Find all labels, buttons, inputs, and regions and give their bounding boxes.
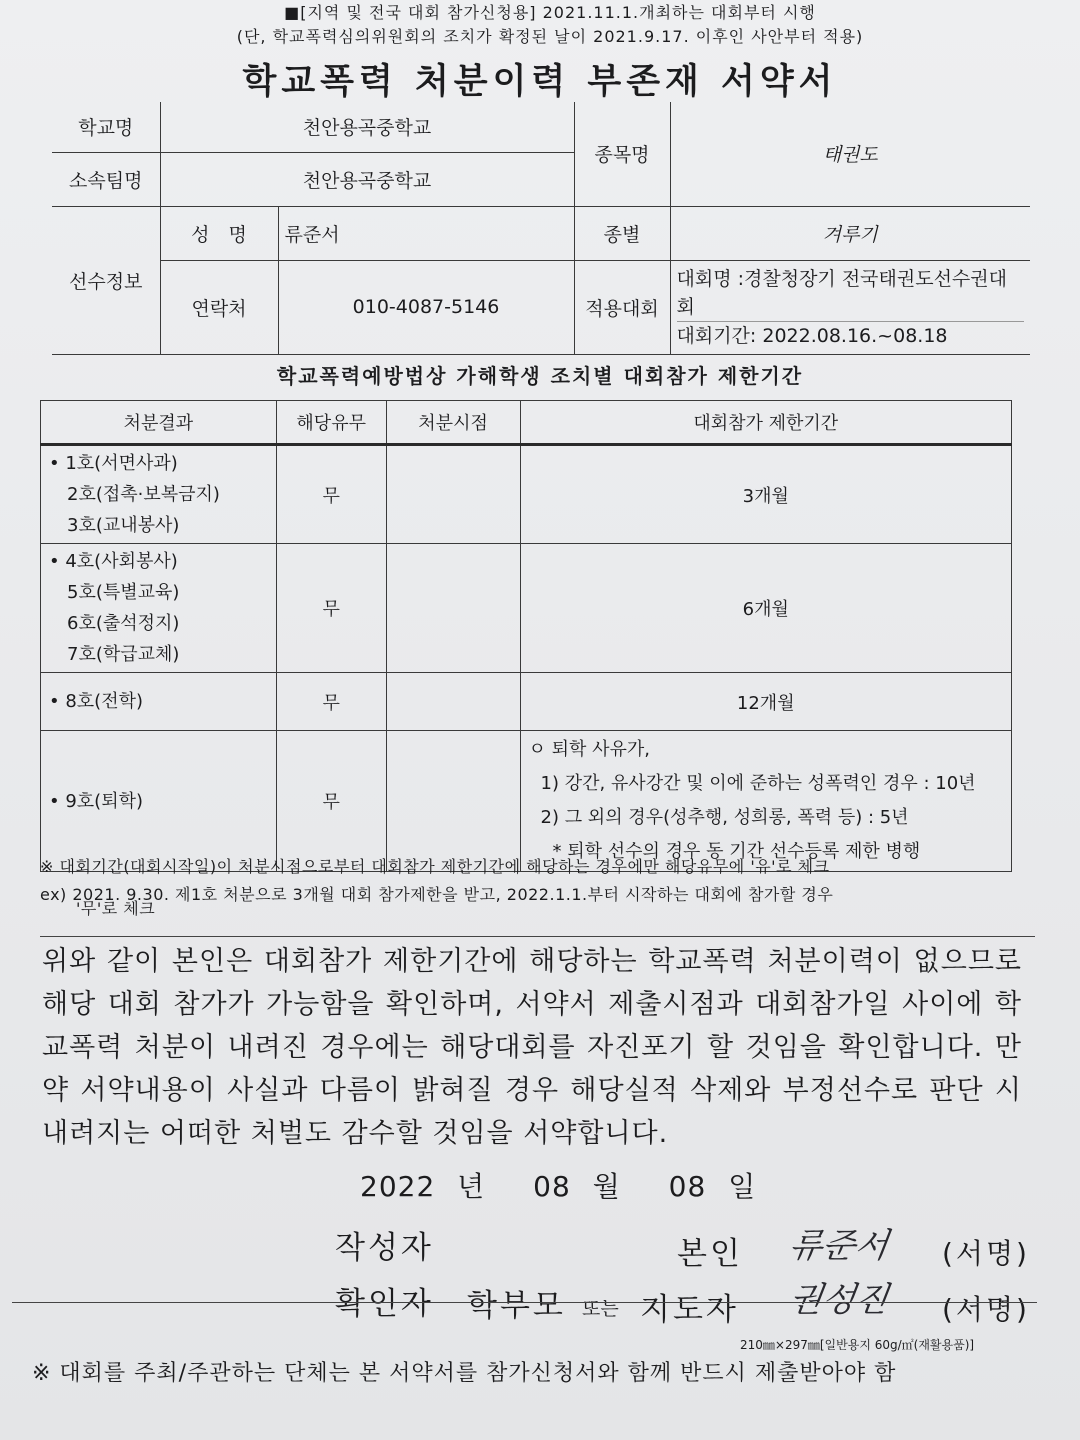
table-row-applicable: 무 xyxy=(276,445,386,544)
divider xyxy=(40,936,1035,937)
author-label: 작성자 xyxy=(335,1230,434,1266)
date-year-unit: 년 xyxy=(457,1170,486,1203)
event-value: 겨루기 xyxy=(670,206,1030,260)
competition-period: 대회기간: 2022.08.16.~08.18 xyxy=(677,321,1025,350)
table-row-applicable: 무 xyxy=(276,673,386,731)
col-time: 처분시점 xyxy=(386,401,520,445)
example-note: ex) 2021. 9.30. 제1호 처분으로 3개월 대회 참가제한을 받고, 2022.1.1.부터 시작하는 대회에 참가할 경우 xyxy=(40,885,834,904)
info-table xyxy=(52,102,1030,355)
date-day-unit: 일 xyxy=(728,1170,757,1203)
or-label: 또는 xyxy=(582,1298,619,1320)
sport-value: 태권도 xyxy=(670,102,1030,206)
pledge-paragraph: 위와 같이 본인은 대회참가 제한기간에 해당하는 학교폭력 처분이력이 없으므로 해당 대회 참가가 가능함을 확인하며, 서약서 제출시점과 대회참가일 사이에 학교폭력 처분이 내려진 경우에는 해당대회를 자진포기 할 것임을 확인합니다. 만약 서약내용이 사실과 다름이 밝혀질 경우 해당실적 삭제와 부정선수로 판단 시 내려지는 어떠한 처벌도 감수할 것임을 서약합니다. xyxy=(42,946,1022,1149)
document-title: 학교폭력 처분이력 부존재 서약서 xyxy=(242,62,838,102)
col-period: 대회참가 제한기간 xyxy=(520,401,1012,445)
table-row-time xyxy=(386,673,520,731)
date-day: 08 xyxy=(668,1170,707,1203)
parent-label: 학부모 xyxy=(467,1288,566,1324)
school-name-label: 학교명 xyxy=(52,102,160,152)
restriction-table-title: 학교폭력예방법상 가해학생 조치별 대회참가 제한기간 xyxy=(276,364,804,388)
table-note: ※ 대회기간(대회시작일)이 처분시점으로부터 대회참가 제한기간에 해당하는 경우에만 해당유무에 '유'로 체크 xyxy=(40,857,830,876)
table-row-result: • 8호(전학) xyxy=(41,673,277,731)
bottom-divider xyxy=(12,1302,1037,1303)
self-label: 본인 xyxy=(677,1236,743,1272)
confirmer-label: 확인자 xyxy=(335,1286,434,1322)
table-row-result: • 9호(퇴학) xyxy=(41,731,277,872)
contact-value: 010-4087-5146 xyxy=(278,260,574,354)
footer-note: ※ 대회를 주최/주관하는 단체는 본 서약서를 참가신청서와 함께 반드시 제출받아야 함 xyxy=(32,1361,897,1386)
col-result: 처분결과 xyxy=(41,401,277,445)
coach-label: 지도자 xyxy=(640,1292,739,1328)
table-row-period: 6개월 xyxy=(520,544,1012,673)
notice-line-2: (단, 학교폭력심의위원회의 조치가 확정된 날이 2021.9.17. 이후인 사안부터 적용) xyxy=(236,27,864,46)
team-name-value: 천안용곡중학교 xyxy=(160,152,574,206)
self-seal: (서명) xyxy=(942,1237,1030,1270)
school-name-value: 천안용곡중학교 xyxy=(160,102,574,152)
table-row-period: 3개월 xyxy=(520,445,1012,544)
date-year: 2022 xyxy=(360,1170,436,1203)
confirmer-seal: (서명) xyxy=(942,1293,1030,1326)
sport-label: 종목명 xyxy=(574,102,670,206)
self-handwritten-name: 류준서 xyxy=(786,1226,891,1266)
team-name-label: 소속팀명 xyxy=(52,152,160,206)
table-row-applicable: 무 xyxy=(276,731,386,872)
expulsion-period-details: ㅇ 퇴학 사유가, 1) 강간, 유사강간 및 이에 준하는 성폭력인 경우 : 10년 2) 그 외의 경우(성추행, 성희롱, 폭력 등) : 5년 * 퇴학 선수의 경우 동 기간 선수등록 제한 병행 xyxy=(520,731,1012,872)
applied-competition-label: 적용대회 xyxy=(574,260,670,354)
table-row-time xyxy=(386,731,520,872)
notice-line-1: ■[지역 및 전국 대회 참가신청용] 2021.11.1.개최하는 대회부터 시행 xyxy=(284,3,816,22)
event-label: 종별 xyxy=(574,206,670,260)
table-row-result: • 1호(서면사과) 2호(접촉·보복금지) 3호(교내봉사) xyxy=(41,445,277,544)
table-row-time xyxy=(386,544,520,673)
player-info-label: 선수정보 xyxy=(52,206,160,354)
pledge-date xyxy=(360,1165,756,1205)
competition-details xyxy=(670,260,1030,354)
col-applicable: 해당유무 xyxy=(276,401,386,445)
name-label: 성 명 xyxy=(160,206,278,260)
restriction-table xyxy=(40,400,1012,872)
competition-name: 대회명 :경찰청장기 전국태권도선수권대회 xyxy=(676,267,1007,318)
table-row-period: 12개월 xyxy=(520,673,1012,731)
table-row-applicable: 무 xyxy=(276,544,386,673)
example-note-continued: '무'로 체크 xyxy=(76,899,156,918)
confirmer-handwritten-name: 권성진 xyxy=(786,1280,891,1320)
date-month: 08 xyxy=(533,1170,571,1203)
name-value: 류준서 xyxy=(278,206,574,260)
table-row-result: • 4호(사회봉사) 5호(특별교육) 6호(출석정지) 7호(학급교체) xyxy=(41,544,277,673)
contact-label: 연락처 xyxy=(160,260,278,354)
date-month-unit: 월 xyxy=(592,1170,621,1203)
paper-spec: 210㎜×297㎜[일반용지 60g/㎡(재활용품)] xyxy=(740,1338,975,1352)
table-row-time xyxy=(386,445,520,544)
